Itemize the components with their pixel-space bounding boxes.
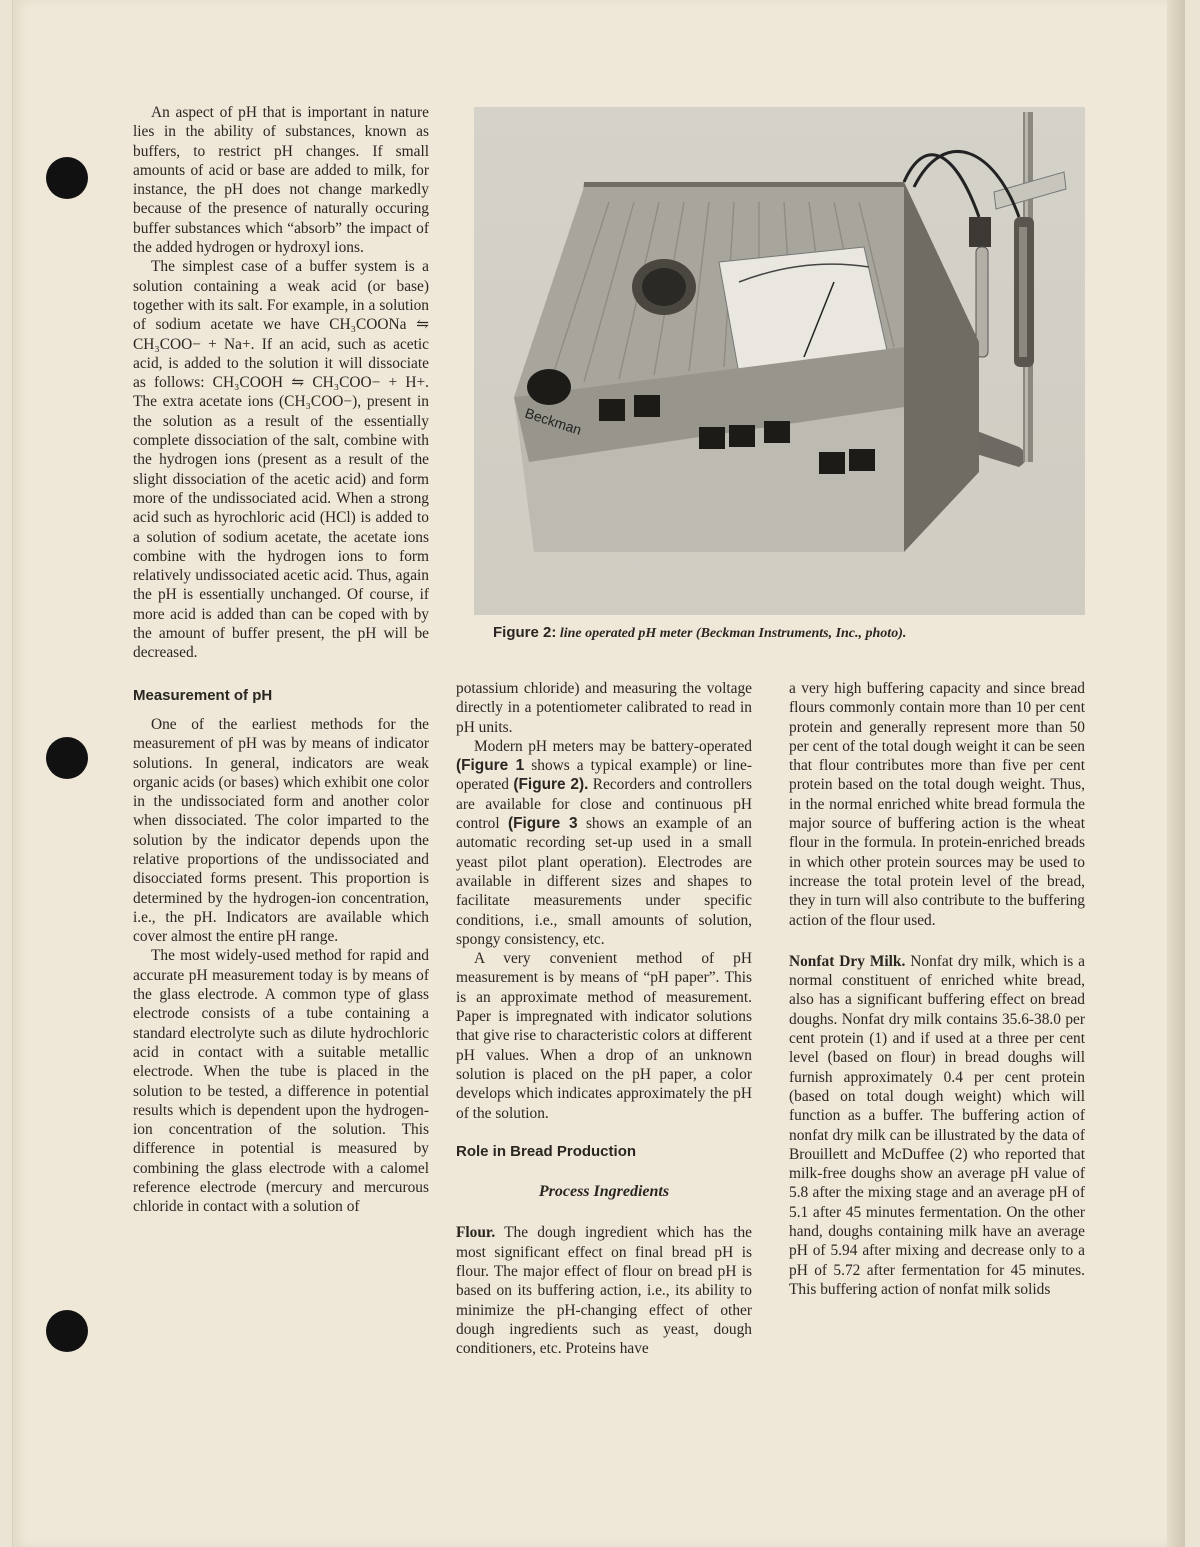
punch-hole-bottom bbox=[46, 1310, 88, 1352]
paragraph: a very high buffering capacity and since bread flours commonly contain more than 10 per cent protein and generally represent more than 50 per cent of the total dough weight it can be seen that flour contributes more than five per cent protein based on the total dough weight. Thus, in the normal enriched white bread formula the major source of buffering action is the wheat flour in the formula. In protein-enriched breads in which other protein sources may be used to increase the total protein level of the bread, they in turn will also contribute to the buffering action of the flour used. bbox=[789, 680, 1085, 929]
text-column-2 bbox=[456, 679, 752, 1359]
section-heading-role: Role in Bread Production bbox=[456, 1142, 637, 1160]
control-key bbox=[849, 449, 875, 471]
paragraph bbox=[456, 737, 752, 949]
run-in-heading-flour: Flour. bbox=[456, 1224, 496, 1242]
figure-reference: (Figure 2). bbox=[513, 776, 589, 794]
punch-hole-middle bbox=[46, 737, 88, 779]
caption-label: Figure 2: bbox=[493, 624, 557, 641]
figure-caption bbox=[493, 624, 1093, 642]
paragraph bbox=[789, 952, 1085, 1299]
control-key bbox=[599, 399, 625, 421]
control-knob bbox=[527, 369, 571, 405]
figure-reference: (Figure 1 bbox=[456, 757, 525, 775]
text-run: Nonfat dry milk, which is a normal constituent of enriched white bread, also has a significant buffering effect on bread doughs. Nonfat dry milk contains 35.6-38.0 per cent protein (1) and if used at a three per cent level (based on flour) in bread doughs will furnish approximately 0.4 per cent protein (based on total dough weight) which will function as a buffer. The buffering action of nonfat dry milk can be illustrated by the data of Brouillett and McDuffee (2) who reported that milk-free doughs show an average pH value of 5.8 after the mixing stage and an average pH of 5.1 after 45 minutes fermentation. On the other hand, doughs containing milk have an average pH of 5.94 after mixing and decrease only to a pH of 5.72 after fermentation for 45 minutes. This buffering action of nonfat milk solids bbox=[789, 952, 1085, 1298]
text-run: shows an example of an automatic recording set-up used in a small yeast pilot plant operation). Electrodes are available in different sizes and shapes to facilitate measurements under specific conditions, i.e., small amounts of solution, spongy consistency, etc. bbox=[456, 815, 752, 948]
subheading-process-ingredients: Process Ingredients bbox=[538, 1183, 670, 1201]
paragraph bbox=[456, 1223, 752, 1358]
control-key bbox=[699, 427, 725, 449]
control-key bbox=[729, 425, 755, 447]
paragraph: A very convenient method of pH measurement is by means of “pH paper”. This is an approximate method of measurement. Paper is impregnated with indicator solutions that give rise to characteristic colors at different pH values. When a drop of an unknown solution is placed on the pH paper, a color develops which indicates approximately the pH of the solution. bbox=[456, 950, 752, 1122]
page-edge bbox=[1167, 0, 1185, 1547]
caption-text: line operated pH meter (Beckman Instruments, Inc., photo). bbox=[559, 626, 907, 641]
brand-label: Beckman bbox=[523, 404, 584, 438]
punch-hole-top bbox=[46, 157, 88, 199]
section-heading-measurement: Measurement of pH bbox=[133, 686, 273, 704]
paragraph: One of the earliest methods for the measurement of pH was by means of indicator solutions. In general, indicators are weak organic acids (or bases) which exhibit one color in the undissociated form and another color when dissociated. The color imparted to the solution by the indicator depends upon the relative proportions of the undissociated and disocciated forms present. This proportion is determined by the hydrogen-ion concentration, i.e., the pH. Indicators are available which cover almost the entire pH range. bbox=[133, 715, 429, 946]
ph-meter-illustration bbox=[474, 107, 1085, 615]
paragraph: An aspect of pH that is important in nature lies in the ability of substances, known as buffers, to restrict pH changes. If small amounts of acid or base are added to milk, for instance, the pH does not change markedly because of the presence of naturally occuring buffer substances which “absorb” the impact of the added hydrogen or hydroxyl ions. bbox=[133, 104, 429, 257]
paragraph: The most widely-used method for rapid and accurate pH measurement today is by means of the glass electrode. A common type of glass electrode consists of a tube containing a standard electrolyte such as dilute hydrochloric acid in contact with a suitable metallic electrode. When the tube is placed in the solution to be tested, a difference in potential results which is dependent upon the hydrogen-ion concentration of the solution. This difference in potential is measured by combining the glass electrode with a calomel reference electrode (mercury and mercurous chloride in contact with a solution of bbox=[133, 947, 429, 1216]
text-run: Modern pH meters may be battery-operated bbox=[474, 737, 752, 755]
control-key bbox=[764, 421, 790, 443]
text-run: Recorders and controllers are available for close and continuous pH control bbox=[456, 776, 752, 833]
control-key bbox=[819, 452, 845, 474]
text-column-3 bbox=[789, 679, 1085, 1299]
control-key bbox=[634, 395, 660, 417]
paragraph: potassium chloride) and measuring the voltage directly in a potentiometer calibrated to read in pH units. bbox=[456, 680, 752, 736]
run-in-heading-nonfat-dry-milk: Nonfat Dry Milk. bbox=[789, 952, 906, 970]
text-column-1 bbox=[133, 103, 429, 1217]
figure-ph-meter-photo bbox=[474, 107, 1085, 615]
paragraph: The simplest case of a buffer system is a solution containing a weak acid (or base) together with its salt. For example, in a solution of sodium acetate we have CH₃COONa ⇋ CH₃COO− + Na+. If an acid, such as acetic acid, is added to the solution it will dissociate as follows: CH₃COOH ⇋ CH₃COO− + H+. The extra acetate ions (CH₃COO−), present in the solution as a result of the essentially complete dissociation of the salt, combine with the hydrogen ions (present as a result of the slight dissociation of the acetic acid) and form more of the undissociated acid. When a strong acid such as hyrochloric acid (HCl) is added to a solution of sodium acetate, the acetate ions combine with the hydrogen ions to form relatively undissociated acetic acid. Thus, again the pH is essentially unchanged. Of course, if more acid is added than can be coped with by the amount of buffer present, the pH will be decreased. bbox=[133, 258, 429, 662]
text-run: shows a typical example) or line-operated bbox=[456, 757, 752, 794]
text-run: The dough ingredient which has the most significant effect on final bread pH is flour. The major effect of flour on bread pH is based on its buffering action, i.e., its ability to minimize the pH-changing effect of other dough ingredients such as yeast, dough conditioners, etc. Proteins have bbox=[456, 1224, 752, 1358]
figure-reference: (Figure 3 bbox=[508, 815, 578, 833]
